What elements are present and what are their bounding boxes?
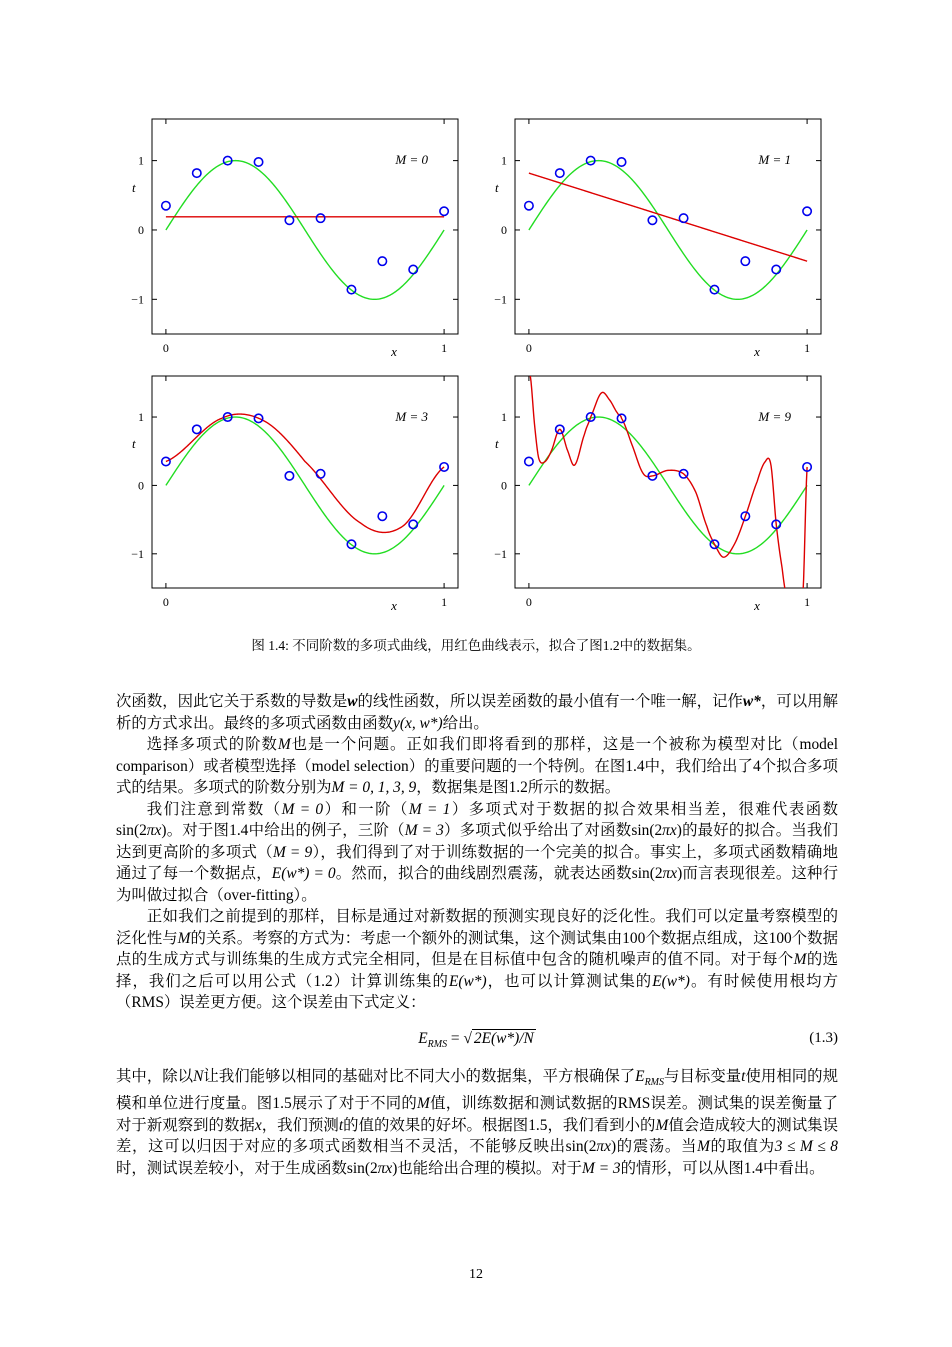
math-w-star: w* (742, 693, 761, 710)
x-tick-label: 1 (441, 595, 448, 609)
math-run: E(w*) (448, 972, 487, 990)
math-y: y(x, w*) (393, 714, 443, 732)
text-run: ）多项式似乎给出了对函数sin(2 (443, 822, 663, 839)
plot-area (529, 161, 807, 300)
math-run: t (741, 1067, 746, 1085)
math-run: N (193, 1067, 204, 1085)
y-tick-label: 1 (501, 153, 507, 168)
math-run: x (254, 1116, 262, 1134)
equation-lhs-sub: RMS (427, 1038, 448, 1050)
text-run: 次函数，因此它关于系数的导数是 (116, 693, 348, 710)
equation-lhs: E (418, 1029, 428, 1047)
panel-label: M = 1 (758, 152, 791, 167)
text-run: ）和一阶（ (323, 800, 409, 818)
polynomial-fit-curve (166, 414, 444, 532)
data-point (617, 158, 625, 166)
data-point (525, 201, 533, 209)
data-point (741, 257, 749, 265)
paragraph-3 (116, 799, 838, 907)
math-run: 3 ≤ M ≤ 8 (774, 1138, 838, 1156)
page-number: 12 (469, 1267, 483, 1282)
text-run: )而言表现很差。这种行为叫做过拟合（over-fitting）。 (116, 865, 838, 904)
y-axis-label: t (495, 179, 499, 195)
math-sub: RMS (644, 1076, 665, 1088)
text-run: 的线性函数，所以误差函数的最小值有一个唯一解，记作 (357, 693, 743, 710)
data-point (648, 216, 656, 224)
text-run: 我们注意到常数（ (146, 800, 282, 818)
x-tick-label: 0 (162, 595, 169, 609)
x-tick-label: 0 (162, 341, 169, 355)
y-tick-label: −1 (131, 546, 144, 561)
math-orders: M = 0, 1, 3, 9 (331, 779, 417, 796)
body-text (116, 691, 838, 1179)
data-point (316, 470, 324, 478)
text-run: ，数据集是图1.2所示的数据。 (416, 779, 621, 796)
y-tick-label: 1 (138, 410, 144, 425)
text-run: )的震荡。当 (610, 1138, 698, 1156)
text-run: 也是一个问题。正如我们即将看到的那样，这是一个被称为模型对比（model comparison）或者模型选择（model selection）的重要问题的一个特例。在图1.4中，我们给出了4个拟合多项式的结果。多项式的阶数分别为 (116, 736, 838, 796)
math-run: E (635, 1067, 645, 1085)
x-tick-label: 1 (804, 595, 811, 609)
math-run: E(w*) = 0 (271, 865, 336, 882)
paragraph-5 (116, 1066, 838, 1180)
true-function-curve (166, 417, 444, 554)
text-run: )的最好的拟合。当我们达到更高阶的多项式（ (116, 822, 838, 861)
data-point (409, 520, 417, 528)
data-point (378, 257, 386, 265)
text-run: 时，测试误差较小，对于生成函数sin(2 (116, 1159, 378, 1177)
data-point (316, 214, 324, 222)
y-tick-label: 1 (138, 153, 144, 168)
x-tick-label: 1 (441, 341, 448, 355)
y-tick-label: 0 (501, 478, 507, 493)
math-run: E(w*) (652, 972, 690, 990)
data-point (409, 265, 417, 273)
figure-caption: 图 1.4: 不同阶数的多项式曲线，用红色曲线表示，拟合了图1.2中的数据集。 (251, 638, 701, 653)
data-point (803, 207, 811, 215)
equation-rhs: 2E(w*)/N (473, 1029, 534, 1047)
equation-body: $E_{RMS}$ = √ 2E(w*)/N (418, 1029, 534, 1050)
plot-frame (152, 376, 458, 588)
math-run: πx (377, 1159, 393, 1177)
x-tick-label: 1 (804, 341, 811, 355)
text-run: ）多项式对于数据的拟合效果相当差，很难代表函数sin(2 (116, 800, 838, 839)
y-tick-label: −1 (494, 546, 507, 561)
text-run: ，可以用解析的方式求出。最终的多项式函数由函数 (116, 693, 838, 732)
plot-frame (515, 376, 821, 588)
text-run: 给出。 (442, 714, 489, 732)
text-run: 值会造成较大的测试集误差，这可以归因于对应的多项式函数相当不灵活，不能够反映出sin(2 (116, 1116, 838, 1156)
math-M: M (277, 736, 291, 753)
plot-area (166, 414, 444, 554)
x-axis-label: x (754, 344, 760, 359)
text-run: ，也可以计算测试集的 (486, 972, 653, 990)
text-run: 使用相同的规模和单位进行度量。图1.5展示了对于不同的 (116, 1067, 838, 1113)
text-run: 选择多项式的阶数 (146, 736, 278, 753)
data-point (193, 169, 201, 177)
polynomial-fit-plots (0, 0, 952, 640)
math-run: t (338, 1116, 344, 1134)
math-run: M = 3 (404, 822, 444, 839)
text-run: 的取值为 (709, 1138, 775, 1156)
math-run: πx (662, 822, 677, 839)
data-point (254, 158, 262, 166)
math-run: M (177, 929, 191, 947)
true-function-curve (166, 161, 444, 300)
text-run: )。对于图1.4中给出的例子，三阶（ (161, 822, 405, 839)
x-axis-label: x (391, 344, 397, 359)
math-run: M (417, 1095, 430, 1113)
y-axis-label: t (132, 179, 136, 195)
data-point (162, 201, 170, 209)
paragraph-2 (116, 734, 838, 799)
plot-area (166, 161, 444, 300)
plot-panel (131, 376, 458, 613)
data-point (193, 425, 201, 433)
y-tick-label: 1 (501, 410, 507, 425)
plot-panel (494, 376, 821, 613)
text-run: 。然而，拟合的曲线剧烈震荡，就表达函数sin(2 (335, 865, 663, 882)
data-point (556, 169, 564, 177)
paragraph-1 (116, 691, 838, 734)
y-tick-label: 0 (138, 222, 144, 237)
figure-1-4 (0, 0, 952, 640)
polynomial-fit-curve (529, 173, 807, 261)
x-axis-label: x (391, 598, 397, 613)
panel-label: M = 0 (395, 152, 428, 167)
text-run: 其中，除以 (116, 1067, 194, 1085)
equation-1-3 (116, 1020, 838, 1062)
math-run: M (655, 1116, 669, 1134)
math-run: M = 9 (272, 843, 313, 861)
x-tick-label: 0 (525, 595, 532, 609)
math-run: M (793, 951, 807, 968)
plot-panel (494, 119, 821, 359)
text-run: )也能给出合理的模拟。对于 (392, 1159, 583, 1177)
true-function-curve (529, 161, 807, 300)
equation-number: (1.3) (809, 1029, 838, 1046)
math-run: πx (146, 822, 162, 839)
data-point (679, 214, 687, 222)
math-run: πx (596, 1138, 611, 1156)
math-run: M (697, 1138, 710, 1156)
paragraph-4 (116, 906, 838, 1014)
math-w: w (347, 693, 358, 710)
text-run: 。有时候使用根均方（RMS）误差更方便。这个误差由下式定义： (116, 972, 838, 1011)
text-run: 让我们能够以相同的基础对比不同大小的数据集，平方根确保了 (203, 1067, 636, 1085)
text-run: 的选择，我们之后可以用公式（1.2）计算训练集的 (116, 951, 838, 990)
x-tick-label: 0 (525, 341, 532, 355)
data-point (525, 457, 533, 465)
y-tick-label: −1 (494, 292, 507, 307)
math-run: M = 1 (408, 800, 451, 818)
text-run: ，我们预测 (261, 1116, 339, 1134)
panel-label: M = 9 (758, 409, 791, 424)
y-tick-label: 0 (138, 478, 144, 493)
data-point (772, 265, 780, 273)
x-axis-label: x (754, 598, 760, 613)
data-point (440, 207, 448, 215)
data-point (162, 457, 170, 465)
text-run: ），我们得到了对于训练数据的一个完美的拟合。事实上，多项式函数精确地通过了每一个数据点， (116, 843, 838, 882)
text-run: 的关系。考察的方式为：考虑一个额外的测试集，这个测试集由100个数据点组成，这100个数据点的生成方式与训练集的生成方式完全相同，但是在目标值中包含的随机噪声的值不同。对于每个 (116, 929, 838, 968)
plot-panel (131, 119, 458, 359)
data-point (378, 512, 386, 520)
y-tick-label: 0 (501, 222, 507, 237)
math-run: M = 3 (582, 1159, 621, 1177)
data-point (285, 472, 293, 480)
text-run: 值，训练数据和测试数据的RMS误差。测试集的误差衡量了对于新观察到的数据 (116, 1095, 838, 1134)
y-axis-label: t (495, 435, 499, 451)
text-run: 的值的效果的好坏。根据图1.5，我们看到小的 (343, 1116, 656, 1134)
y-axis-label: t (132, 435, 136, 451)
panel-label: M = 3 (395, 409, 428, 424)
text-run: 与目标变量 (664, 1067, 742, 1085)
text-run: 的情形，可以从图1.4中看出。 (620, 1159, 825, 1177)
math-run: πx (662, 865, 678, 882)
math-run: M = 0 (281, 800, 324, 818)
y-tick-label: −1 (131, 292, 144, 307)
text-run: 正如我们之前提到的那样，目标是通过对新数据的预测实现良好的泛化性。我们可以定量考察模型的泛化性与 (116, 908, 838, 947)
true-function-curve (529, 417, 807, 554)
